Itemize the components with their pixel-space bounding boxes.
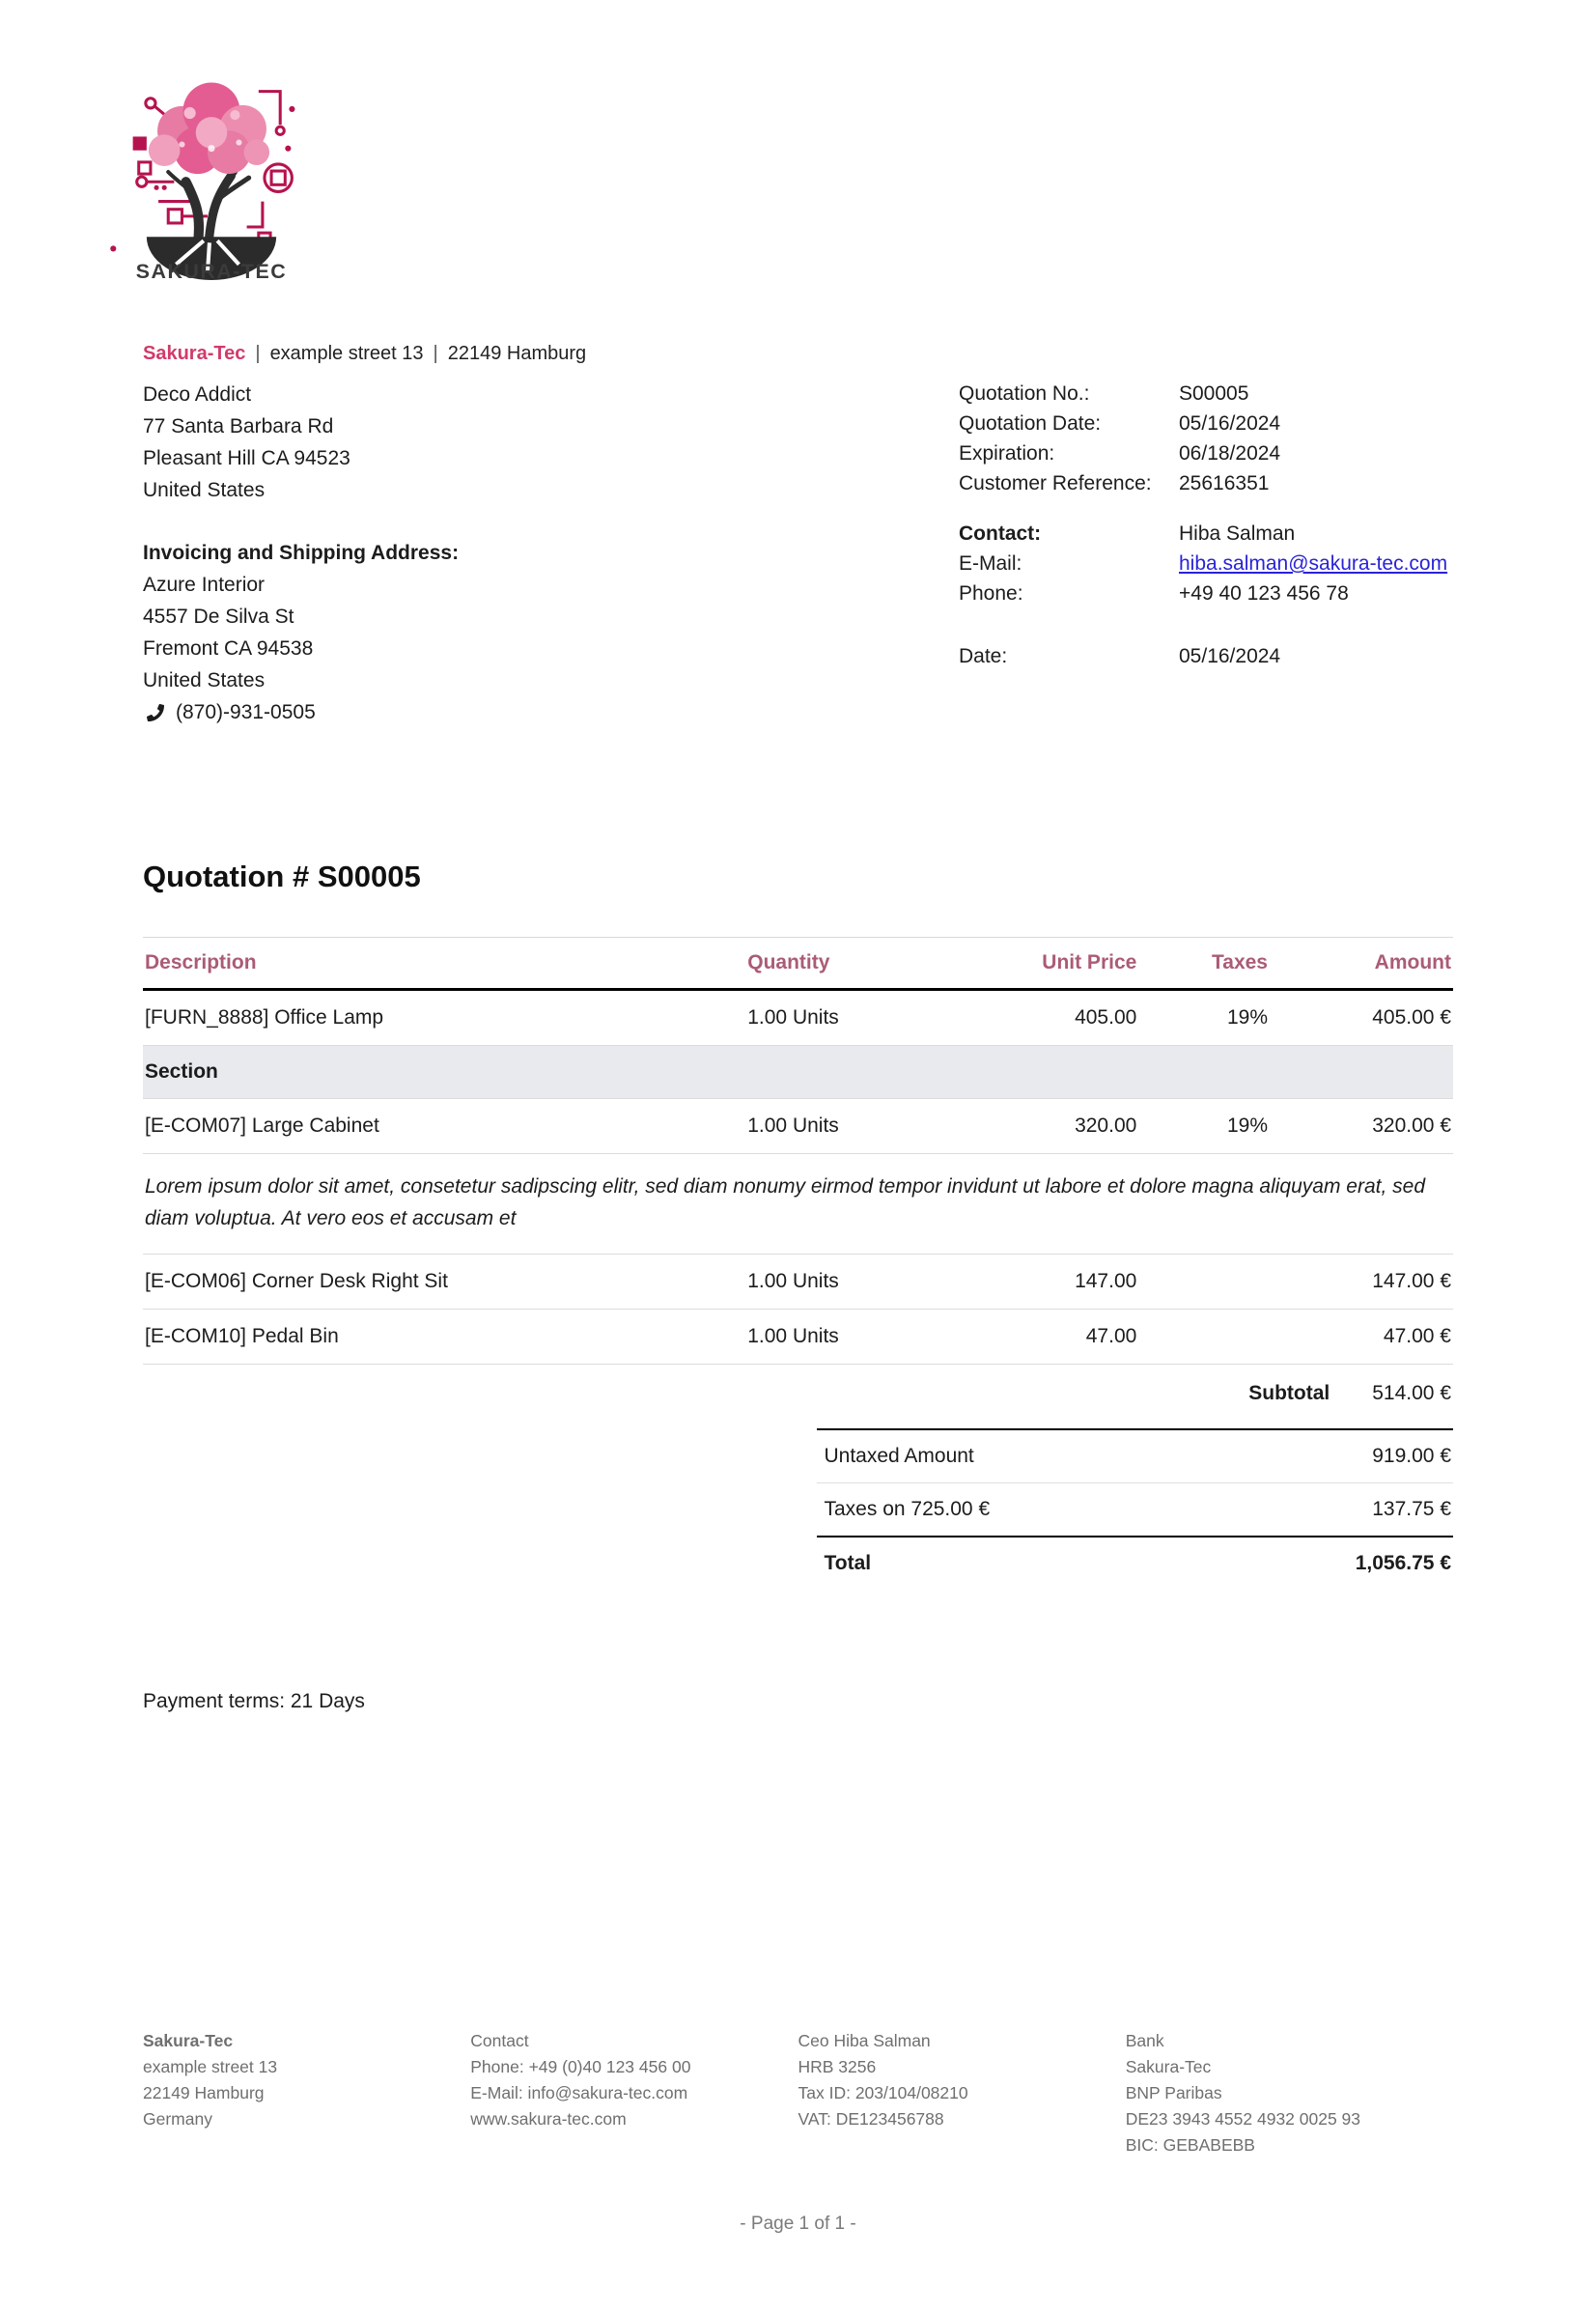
shipping-phone-row <box>143 696 959 728</box>
sender-street: example street 13 <box>269 343 424 364</box>
item-unit-price: 147.00 <box>1075 1270 1137 1293</box>
contact-email-link[interactable]: hiba.salman@sakura-tec.com <box>1179 552 1448 575</box>
quotation-date: 05/16/2024 <box>1179 412 1281 435</box>
customer-country: United States <box>143 479 266 501</box>
customer-reference: 25616351 <box>1179 472 1270 494</box>
meta-label: Customer Reference: <box>959 472 1152 494</box>
sakura-tree-logo-icon <box>110 54 313 282</box>
item-quantity: 1.00 Units <box>747 1270 839 1293</box>
addresses-column <box>143 379 959 728</box>
section-label: Section <box>145 1060 218 1083</box>
company-logo <box>110 54 313 287</box>
page-content <box>0 54 1596 1713</box>
column-header-taxes: Taxes <box>1212 951 1268 973</box>
table-section-row <box>143 1046 1453 1099</box>
phone-icon <box>147 704 164 721</box>
contact-row-name <box>959 519 1453 549</box>
shipping-street: 4557 De Silva St <box>143 606 294 628</box>
meta-label: Quotation No.: <box>959 382 1090 405</box>
shipping-country: United States <box>143 669 266 691</box>
total-value: 1,056.75 € <box>1355 1552 1451 1575</box>
column-header-quantity: Quantity <box>747 951 830 973</box>
subtotal-row <box>143 1365 1453 1428</box>
contact-phone: +49 40 123 456 78 <box>1179 582 1349 605</box>
footer-company-street: example street 13 <box>143 2057 278 2076</box>
table-row <box>143 1310 1453 1365</box>
separator: | <box>433 343 438 364</box>
total-row <box>817 1537 1454 1590</box>
footer-bank-heading: Bank <box>1125 2031 1164 2050</box>
item-quantity: 1.00 Units <box>747 1006 839 1029</box>
shipping-address-heading: Invoicing and Shipping Address: <box>143 542 460 564</box>
email-label: E-Mail: <box>959 552 1022 575</box>
item-quantity: 1.00 Units <box>747 1114 839 1137</box>
item-taxes: 19% <box>1226 1114 1268 1137</box>
footer-bank-column <box>1126 2028 1453 2158</box>
column-header-unit-price: Unit Price <box>1042 951 1137 973</box>
footer-company-country: Germany <box>143 2109 212 2129</box>
footer-bic: BIC: GEBABEBB <box>1125 2135 1255 2155</box>
page-footer <box>143 2028 1453 2158</box>
page-number: - Page 1 of 1 - <box>740 2214 856 2234</box>
total-label: Total <box>824 1552 872 1575</box>
item-description: [E-COM10] Pedal Bin <box>145 1325 339 1348</box>
customer-city: Pleasant Hill CA 94523 <box>143 447 350 469</box>
quotation-meta-column <box>959 379 1453 728</box>
sender-line <box>143 343 1453 365</box>
logo-wordmark: SAKURA-TEC <box>135 259 288 282</box>
table-header-row <box>143 938 1453 990</box>
item-quantity: 1.00 Units <box>747 1325 839 1348</box>
phone-label: Phone: <box>959 582 1023 605</box>
contact-name: Hiba Salman <box>1179 522 1296 545</box>
footer-tax-id: Tax ID: 203/104/08210 <box>798 2083 968 2102</box>
footer-contact-email: E-Mail: info@sakura-tec.com <box>470 2083 688 2102</box>
payment-terms: Payment terms: 21 Days <box>143 1690 365 1713</box>
footer-company-name: Sakura-Tec <box>143 2031 234 2050</box>
footer-contact-column <box>470 2028 798 2158</box>
sender-company: Sakura-Tec <box>143 343 246 364</box>
footer-ceo: Ceo Hiba Salman <box>798 2031 931 2050</box>
sender-city: 22149 Hamburg <box>447 343 587 364</box>
header-info-grid <box>143 379 1453 728</box>
meta-row-date <box>959 641 1453 671</box>
taxes-label: Taxes on 725.00 € <box>824 1498 991 1521</box>
untaxed-amount-label: Untaxed Amount <box>824 1445 974 1468</box>
footer-vat: VAT: DE123456788 <box>798 2109 944 2129</box>
table-row <box>143 1099 1453 1154</box>
subtotal-label: Subtotal <box>1248 1382 1330 1405</box>
shipping-name: Azure Interior <box>143 574 266 596</box>
footer-contact-heading: Contact <box>470 2031 529 2050</box>
meta-label: Expiration: <box>959 442 1055 465</box>
contact-row-phone <box>959 578 1453 608</box>
item-taxes <box>1138 1310 1270 1365</box>
meta-label: Quotation Date: <box>959 412 1102 435</box>
untaxed-amount-value: 919.00 € <box>1372 1445 1451 1468</box>
totals-box <box>817 1428 1454 1590</box>
page-title: Quotation # S00005 <box>143 860 421 893</box>
column-header-amount: Amount <box>1374 951 1451 973</box>
item-amount: 47.00 € <box>1383 1325 1451 1348</box>
quotation-document <box>0 54 1596 2313</box>
shipping-city: Fremont CA 94538 <box>143 637 314 660</box>
item-description: [E-COM07] Large Cabinet <box>145 1114 379 1137</box>
separator: | <box>255 343 261 364</box>
untaxed-amount-row <box>817 1430 1454 1483</box>
meta-row-quotation-no <box>959 379 1453 409</box>
customer-name: Deco Addict <box>143 383 252 406</box>
footer-hrb: HRB 3256 <box>798 2057 877 2076</box>
item-taxes: 19% <box>1226 1006 1268 1029</box>
table-row <box>143 990 1453 1046</box>
document-date: 05/16/2024 <box>1179 645 1281 667</box>
item-unit-price: 405.00 <box>1075 1006 1137 1029</box>
taxes-row <box>817 1483 1454 1537</box>
item-unit-price: 320.00 <box>1075 1114 1137 1137</box>
meta-row-customer-reference <box>959 468 1453 498</box>
subtotal-value: 514.00 € <box>1372 1382 1451 1405</box>
item-taxes <box>1138 1255 1270 1310</box>
footer-bank-account-name: Sakura-Tec <box>1125 2057 1212 2076</box>
expiration-date: 06/18/2024 <box>1179 442 1281 465</box>
customer-street: 77 Santa Barbara Rd <box>143 415 334 437</box>
item-note-text: Lorem ipsum dolor sit amet, consetetur sadipscing elitr, sed diam nonumy eirmod tempor invidunt ut labore et dolore magna aliquyam erat, sed diam voluptua. At vero eos et accusam et <box>145 1175 1426 1229</box>
footer-bank-name: BNP Paribas <box>1125 2083 1222 2102</box>
table-row <box>143 1255 1453 1310</box>
contact-label: Contact: <box>959 522 1042 545</box>
date-label: Date: <box>959 645 1008 667</box>
footer-contact-phone: Phone: +49 (0)40 123 456 00 <box>470 2057 691 2076</box>
item-amount: 405.00 € <box>1372 1006 1451 1029</box>
item-amount: 147.00 € <box>1372 1270 1451 1293</box>
contact-row-email <box>959 549 1453 578</box>
meta-row-expiration <box>959 438 1453 468</box>
footer-iban: DE23 3943 4552 4932 0025 93 <box>1125 2109 1361 2129</box>
taxes-value: 137.75 € <box>1372 1498 1451 1521</box>
footer-company-column <box>143 2028 470 2158</box>
item-amount: 320.00 € <box>1372 1114 1451 1137</box>
meta-row-quotation-date <box>959 409 1453 438</box>
item-unit-price: 47.00 <box>1085 1325 1137 1348</box>
table-note-row <box>143 1154 1453 1255</box>
item-description: [FURN_8888] Office Lamp <box>145 1006 384 1029</box>
item-description: [E-COM06] Corner Desk Right Sit <box>145 1270 448 1293</box>
footer-contact-website: www.sakura-tec.com <box>470 2109 627 2129</box>
footer-company-city: 22149 Hamburg <box>143 2083 265 2102</box>
footer-legal-column <box>798 2028 1126 2158</box>
quotation-number: S00005 <box>1179 382 1249 405</box>
shipping-phone: (870)-931-0505 <box>176 701 316 723</box>
column-header-description: Description <box>145 951 257 973</box>
line-items-table <box>143 937 1453 1365</box>
